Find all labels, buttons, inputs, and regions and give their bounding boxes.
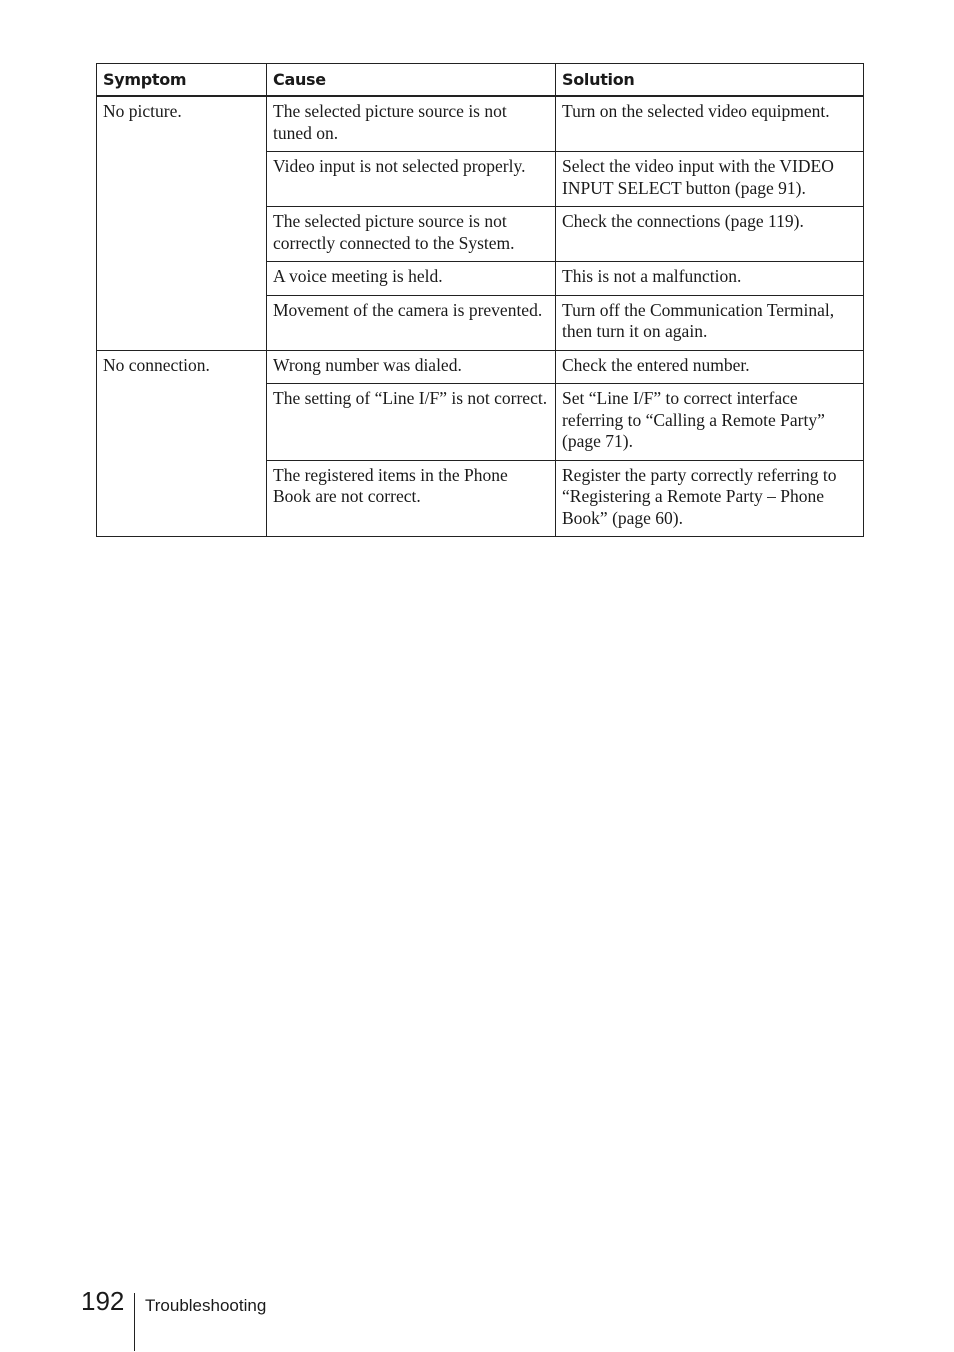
solution-cell: Set “Line I/F” to correct interface referring to “Calling a Remote Party” (page 71). bbox=[556, 384, 864, 461]
header-symptom: Symptom bbox=[97, 64, 267, 97]
cause-cell: Video input is not selected properly. bbox=[267, 152, 556, 207]
cause-cell: The selected picture source is not tuned on. bbox=[267, 96, 556, 152]
table-row bbox=[97, 96, 864, 152]
header-cause: Cause bbox=[267, 64, 556, 97]
cause-cell: A voice meeting is held. bbox=[267, 262, 556, 296]
cause-cell: The registered items in the Phone Book are not correct. bbox=[267, 460, 556, 537]
solution-cell: Turn on the selected video equipment. bbox=[556, 96, 864, 152]
solution-cell: Check the connections (page 119). bbox=[556, 207, 864, 262]
cause-cell: Movement of the camera is prevented. bbox=[267, 295, 556, 350]
cause-cell: The selected picture source is not correctly connected to the System. bbox=[267, 207, 556, 262]
table-header-row bbox=[97, 64, 864, 97]
page-number: 192 bbox=[81, 1286, 125, 1316]
table-row bbox=[97, 350, 864, 384]
symptom-cell: No connection. bbox=[97, 350, 267, 537]
cause-cell: The setting of “Line I/F” is not correct. bbox=[267, 384, 556, 461]
cause-cell: Wrong number was dialed. bbox=[267, 350, 556, 384]
solution-cell: Turn off the Communication Terminal, then turn it on again. bbox=[556, 295, 864, 350]
troubleshooting-table bbox=[96, 63, 864, 537]
solution-cell: This is not a malfunction. bbox=[556, 262, 864, 296]
footer-section-title: Troubleshooting bbox=[145, 1296, 267, 1315]
solution-cell: Register the party correctly referring to “Registering a Remote Party – Phone Book” (page 60). bbox=[556, 460, 864, 537]
symptom-cell: No picture. bbox=[97, 96, 267, 350]
header-solution: Solution bbox=[556, 64, 864, 97]
solution-cell: Select the video input with the VIDEO INPUT SELECT button (page 91). bbox=[556, 152, 864, 207]
footer-divider bbox=[134, 1293, 135, 1351]
solution-cell: Check the entered number. bbox=[556, 350, 864, 384]
